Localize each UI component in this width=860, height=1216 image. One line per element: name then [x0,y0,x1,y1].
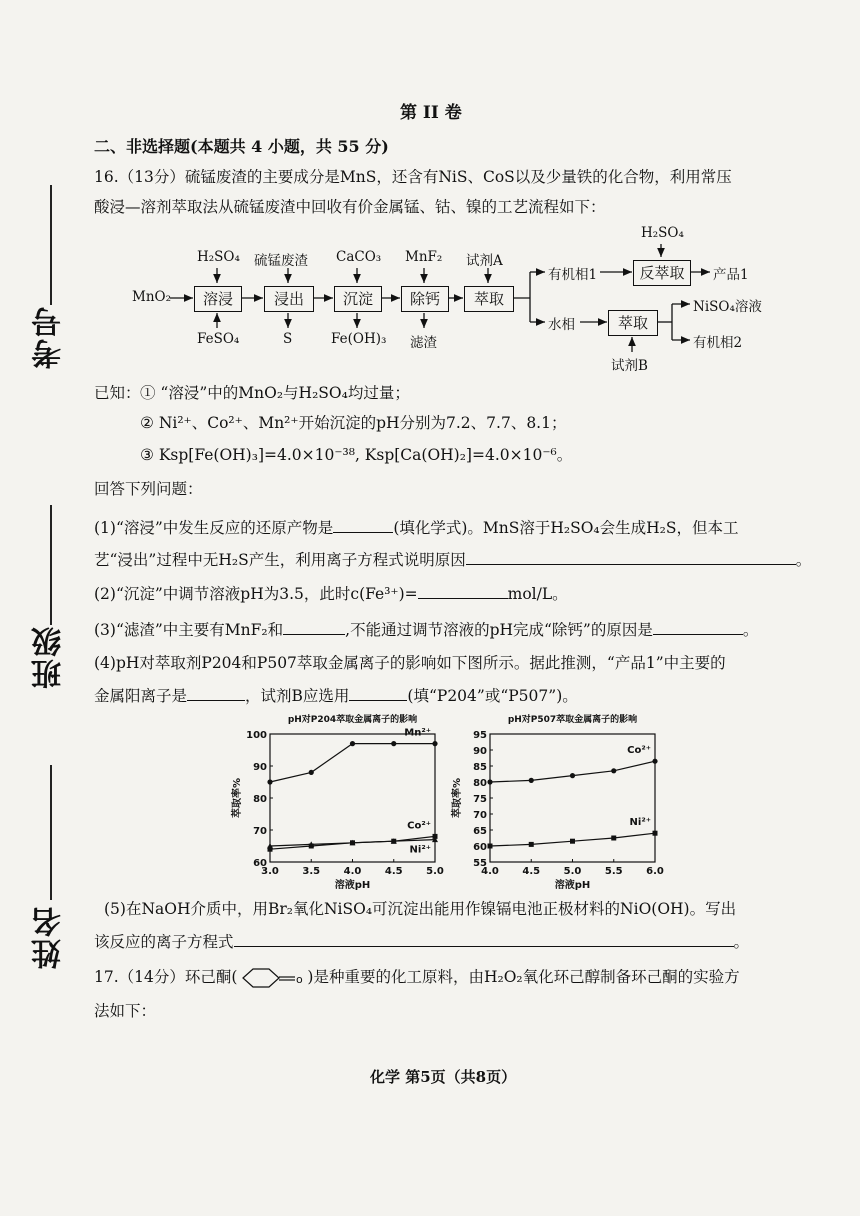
data-point [529,842,534,847]
flow-niso4-solution: NiSO₄溶液 [693,299,762,315]
y-tick-label: 80 [253,794,267,805]
y-tick-label: 70 [253,826,267,837]
flow-input-reagent-b: 试剂B [611,358,648,374]
q16-sub4-text-b: 金属阳离子是 [94,687,188,705]
flow-organic-phase-2: 有机相2 [693,335,743,351]
flow-input-mnf2: MnF₂ [405,249,443,265]
flow-box-extract-2: 萃取 [608,310,658,336]
q16-sub2-blank[interactable] [418,582,508,599]
flow-input-waste: 硫锰废渣 [254,253,308,269]
svg-text:o: o [296,973,304,986]
data-point [350,741,355,746]
q16-sub1-blank-2[interactable] [466,548,796,565]
chart-p204 [230,712,460,894]
series-label: Ni²⁺ [409,844,431,856]
q16-period: 。 [795,551,812,569]
data-point [653,831,658,836]
y-axis-label: 萃取率% [452,777,463,819]
data-point [488,844,493,849]
data-point [570,773,575,778]
y-tick-label: 75 [473,794,487,805]
q16-sub4-blank-1[interactable] [187,684,245,701]
q16-sub4-blank-2[interactable] [349,684,407,701]
flow-start-mno2: MnO₂ [132,289,171,305]
known-item-3: ③ Ksp[Fe(OH)₃]=4.0×10⁻³⁸, Ksp[Ca(OH)₂]=4.0×10⁻⁶。 [140,446,573,464]
volume-title: 第 II 卷 [400,103,462,123]
series-label: Co²⁺ [407,820,431,832]
q17-line2: 法如下： [94,1002,157,1020]
y-tick-label: 60 [253,858,267,869]
q16-sub1-text-b: (填化学式)。MnS溶于H₂SO₄会生成H₂S，但本工 [393,519,739,537]
flow-box-precipitate: 沉淀 [334,286,382,312]
q16-sub3-blank-1[interactable] [283,618,345,635]
data-point [267,779,272,784]
data-point [309,770,314,775]
q16-sub3 [94,618,758,641]
known-item-1: ① “溶浸”中的MnO₂与H₂SO₄均过量； [140,384,410,402]
y-tick-label: 65 [473,826,487,837]
y-tick-label: 85 [473,762,487,773]
side-label-exam-number: 考号 [32,305,67,369]
y-tick-label: 55 [473,858,487,869]
q17-text-a: 17.（14分）环己酮( [94,968,238,986]
x-tick-label: 5.0 [563,866,582,877]
flow-organic-phase-1: 有机相1 [548,267,598,283]
q16-sub1-text-a: (1)“溶浸”中发生反应的还原产物是 [94,519,334,537]
q16-sub3-blank-2[interactable] [653,618,743,635]
chart-p507-svg [450,712,680,890]
q16-period: 。 [733,933,750,951]
x-tick-label: 6.0 [646,866,664,877]
y-tick-label: 70 [473,810,487,821]
flow-box-back-extract: 反萃取 [633,260,691,286]
x-axis-label: 溶液pH [334,880,371,890]
x-tick-label: 5.5 [604,866,623,877]
q16-sub4-text-d: (填“P204”或“P507”)。 [407,687,578,705]
x-tick-label: 3.0 [261,866,279,877]
page-footer: 化学 第5页（共8页） [370,1068,517,1086]
x-tick-label: 4.0 [343,866,362,877]
flow-box-extract: 萃取 [464,286,514,312]
flow-output-feoh3: Fe(OH)₃ [331,331,387,347]
side-blank-line [50,765,52,900]
q17-text-b: )是种重要的化工原料，由H₂O₂氧化环己醇制备环己酮的实验方 [307,968,740,986]
data-point [432,741,437,746]
data-point [611,836,616,841]
flow-input-h2so4-2: H₂SO₄ [641,225,684,241]
q16-sub4-line1: (4)pH对萃取剂P204和P507萃取金属离子的影响如下图所示。据此推测，“产品1”中主要的 [94,654,726,672]
y-tick-label: 100 [246,730,267,741]
answer-prompt: 回答下列问题： [94,480,203,498]
flow-box-remove-calcium: 除钙 [401,286,449,312]
q16-sub2-text-b: mol/L。 [507,585,568,603]
q16-stem-line2: 酸浸—溶剂萃取法从硫锰废渣中回收有价金属锰、钴、镍的工艺流程如下： [94,198,606,216]
flow-box-leach: 浸出 [264,286,314,312]
chart-title: pH对P507萃取金属离子的影响 [507,715,638,725]
flow-product-1: 产品1 [713,267,749,283]
y-tick-label: 90 [253,762,267,773]
chart-p204-svg [230,712,460,890]
q16-sub2 [94,582,568,605]
q16-stem-line1: 16.（13分）硫锰废渣的主要成分是MnS，还含有NiS、CoS以及少量铁的化合物，利用常压 [94,168,732,186]
cyclohexanone-structure-icon [237,967,307,989]
q16-sub5-text-b: 该反应的离子方程式 [94,933,234,951]
x-axis-label: 溶液pH [554,880,591,890]
known-item-2: ② Ni²⁺、Co²⁺、Mn²⁺开始沉淀的pH分别为7.2、7.7、8.1； [140,414,567,432]
side-label-name: 姓名 [32,905,67,969]
flow-output-residue: 滤渣 [410,335,437,351]
flow-input-caco3: CaCO₃ [336,249,382,265]
x-tick-label: 4.0 [481,866,499,877]
flow-output-sulfur: S [283,331,293,347]
series-label: Mn²⁺ [404,727,431,739]
data-point [529,778,534,783]
q16-sub3-text-a: (3)“滤渣”中主要有MnF₂和 [94,621,284,639]
q16-sub1-line2 [94,548,811,571]
flow-input-reagent-a: 试剂A [466,253,503,269]
series-label: Ni²⁺ [629,817,651,829]
q16-sub4-text-c: ，试剂B应选用 [245,687,350,705]
q17-line1 [94,966,740,989]
chart-title: pH对P204萃取金属离子的影响 [287,715,418,725]
flow-aqueous-phase: 水相 [548,317,575,333]
q16-sub5-line2 [94,930,749,953]
x-tick-label: 5.0 [426,866,444,877]
series-label: Co²⁺ [627,745,651,757]
y-axis-label: 萃取率% [232,777,243,819]
q16-sub1-line1 [94,516,739,539]
q16-sub5-blank[interactable] [234,930,734,947]
series-line [490,761,655,782]
q16-sub1-text-c: 艺“浸出”过程中无H₂S产生，利用离子方程式说明原因 [94,551,466,569]
data-point [487,779,492,784]
q16-sub4-line2 [94,684,578,707]
y-tick-label: 60 [473,842,487,853]
series-line [270,744,435,782]
x-tick-label: 4.5 [522,866,541,877]
q16-sub5-line1: (5)在NaOH介质中，用Br₂氧化NiSO₄可沉淀出能用作镍镉电池正极材料的NiO(OH)。写出 [104,900,737,918]
flow-input-h2so4: H₂SO₄ [197,249,240,265]
flow-input-feso4: FeSO₄ [197,331,240,347]
q16-period: 。 [742,621,759,639]
y-tick-label: 80 [473,778,487,789]
y-tick-label: 90 [473,746,487,757]
chart-p507 [450,712,680,894]
side-blank-line [50,505,52,625]
x-tick-label: 3.5 [302,866,321,877]
q16-sub1-blank-1[interactable] [333,516,393,533]
y-tick-label: 95 [473,730,487,741]
known-intro: 已知： [94,384,141,402]
data-point [391,741,396,746]
q16-sub3-text-b: ,不能通过调节溶液的pH完成“除钙”的原因是 [345,621,653,639]
flow-box-dissolve: 溶浸 [194,286,242,312]
data-point [570,839,575,844]
side-label-class: 班级 [32,625,67,689]
q16-sub2-text-a: (2)“沉淀”中调节溶液pH为3.5，此时c(Fe³⁺)= [94,585,418,603]
x-tick-label: 4.5 [384,866,403,877]
data-point [611,768,616,773]
part-title: 二、非选择题(本题共 4 小题，共 55 分) [94,137,389,156]
data-point [652,759,657,764]
